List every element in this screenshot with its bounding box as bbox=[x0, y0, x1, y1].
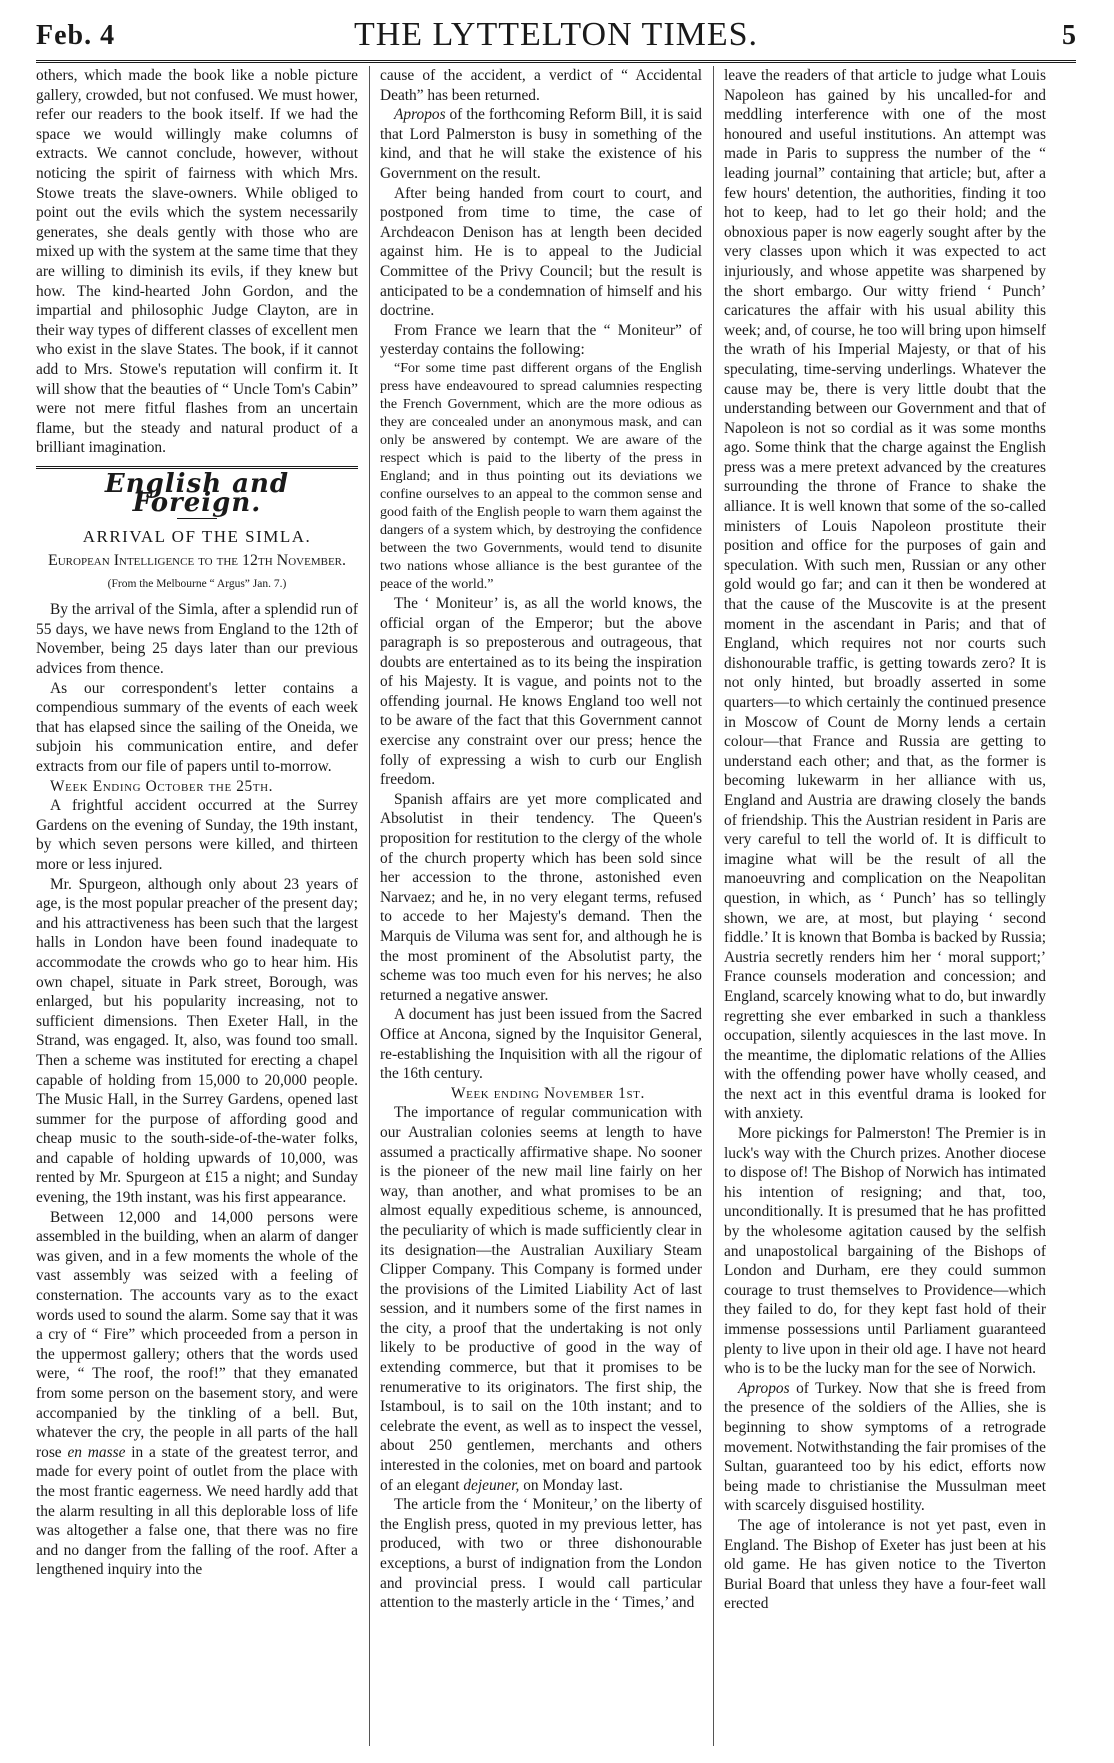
week-heading-october: Week Ending October the 25th. bbox=[50, 777, 274, 795]
paragraph-article: The article from the ‘ Moniteur,’ on the liberty of the English press, quoted in my previous letter, has produced, with two or three dishonourable exceptions, a burst of indignation from the London and provincial press. I would call particular attention to the masterly article in the ‘ Times,’ and bbox=[380, 1496, 702, 1612]
paragraph-arrival: By the arrival of the Simla, after a splendid run of 55 days, we have news from England to the 12th of November, being 25 days later than our previous advices from thence. bbox=[36, 601, 358, 678]
paragraph-ancona: A document has just been issued from the Sacred Office at Ancona, signed by the Inquisitor General, re-establishing the Inquisition with all the rigour of the 16th century. bbox=[380, 1006, 702, 1083]
column-rule bbox=[713, 66, 714, 1746]
paragraph-leave: leave the readers of that article to judge what Louis Napoleon has gained by his uncalled-for and meddling interference with one of the most honoured and useful institutions. An attempt was made in Paris to suppress the number of the “ leading journal” containing that article; but, after a few hours' detention, the authorities, finding it too hot to keep, had to let go their hold; and the obnoxious paper is now eagerly sought after by the very classes upon which it was expected to act injuriously, and whose appetite was sharpened by the short embargo. Our witty friend ‘ Punch’ caricatures the affair with his usual ability this week; and, of course, he too will bring upon himself the wrath of his Imperial Majesty, or that of his speculating, time-serving underlings. Whatever the cause may be, there is very little doubt that the understanding between our Government and that of Napoleon is not so cordial as it was some months ago. Some think that the charge against the English press was a mere pretext advanced by the creatures surrounding the throne of France to shake the alliance. It is well known that some of the so-called ministers of Louis Napoleon prostitute their position and office for the purposes of gain and speculation. With such men, Russian or any other gold would go far; and can it then be wondered at that the cause of the Muscovite is at the present moment in the ascendant in Paris; and that of England, which requires not nor courts such dishonourable traffic, is getting towards zero? It is not only hinted, but broadly asserted in some quarters—to which certainly the continued presence in Moscow of Count de Morny lends a certain colour—that France and Russia are getting to understand each other; and that, as the former is becoming lukewarm in her alliance with us, England and Austria are drawing closely the bands of friendship. This the Austrian resident in Paris are very careful to tell the world of. It is difficult to imagine what will be the result of all the manoeuvring and complication on the Neapolitan question, in which, as ‘ Punch’ has so tellingly shown, we are, at most, but playing ‘ second fiddle.’ It is known that Bomba is backed by Russia; Austria secretly renders him her ‘ moral support;’ France counsels moderation and concession; and England, scarcely knowing what to do, but inwardly regretting she ever embarked in such a thankless occupation, silently acquiesces in the last move. In the meantime, the diplomatic relations of the Allies with the offending power have wholly ceased, and the next act in this eventful drama is looked for with anxiety. bbox=[724, 67, 1046, 1123]
text: of the forthcoming Reform Bill, it is said that Lord Palmerston is busy in something of the kind, and that he will stake the existence of his Government on the result. bbox=[380, 106, 702, 182]
text: Between 12,000 and 14,000 persons were assembled in the building, when an alarm of danger was given, and in a few moments the whole of the vast assembly was seized with a feeling of consternation. The accounts vary as to the exact words used to sound the alarm. Some say that it was a cry of “ Fire” which proceeded from a person in the uppermost gallery; others that the words used were, “ The roof, the roof!” that they emanated from some person on the basement story, and were accompanied by the tinkling of a bell. But, whatever the cry, the people in all parts of the hall rose bbox=[36, 1208, 358, 1461]
title-underline bbox=[177, 518, 217, 519]
paragraph-spurgeon: Mr. Spurgeon, although only about 23 years of age, is the most popular preacher of the present day; and his attractiveness has been such that the largest halls in London have been found inadequate to accommodate the crowds who go to hear him. His own chapel, situate in Park street, Borough, was enlarged, but his popularity increasing, not to sufficient dimensions. Then Exeter Hall, in the Strand, was engaged. It, also, was found too small. Then a scheme was instituted for erecting a chapel capable of holding from 15,000 to 20,000 people. The Music Hall, in the Surrey Gardens, opened last summer for the purpose of affording good and cheap music to the south-side-of-the-water folks, and capable of holding upwards of 10,000, was rented by Mr. Spurgeon at £15 a night; and Sunday evening, the 19th instant, was his first appearance. bbox=[36, 875, 358, 1207]
paragraph-book-review: others, which made the book like a noble picture gallery, crowded, but not confused. We must hower, refer our readers to the book itself. If we had the space we would willingly make columns of extracts. We cannot conclude, however, without noticing the spirit of fairness with which Mrs. Stowe treats the slave-owners. While obliged to point out the evils which the system necessarily generates, she deals gently with those who are mixed up with the system at the same time that they are willing to diminish its evils, if they knew but how. The kind-hearted John Gordon, and the impartial and philosophic Judge Clayton, are in their way types of different classes of excellent men who exist in the slave States. The book, if it cannot add to Mrs. Stowe's reputation will confirm it. It will show that the beauties of “ Uncle Tom's Cabin” were not mere fitful flashes from an uncertain flame, but the steady and natural product of a brilliant imagination. bbox=[36, 67, 358, 457]
page-number: 5 bbox=[1062, 20, 1076, 51]
text: in a state of the greatest terror, and made for every point of outlet from the place with the most frantic eagerness. We need hardly add that the alarm resulting in all this deplorable loss of life was altogether a false one, that there was no fire and no danger from the falling of the roof. After a lengthened inquiry into the bbox=[36, 1443, 358, 1579]
text: of Turkey. Now that she is freed from the presence of the soldiers of the Allies, she is beginning to show symptoms of a retrograde movement. Notwithstanding the fair promises of the Sultan, guaranteed too by his edict, efforts now being made to christianise the Mussulman meet with scarcely disguised hostility. bbox=[724, 1379, 1046, 1515]
paragraph-reform-bill bbox=[380, 105, 702, 183]
italic-phrase: Apropos bbox=[394, 106, 446, 124]
column-1 bbox=[36, 66, 358, 1746]
italic-phrase: dejeuner, bbox=[463, 1476, 520, 1494]
article-source: (From the Melbourne “ Argus” Jan. 7.) bbox=[107, 577, 287, 590]
masthead bbox=[36, 14, 1076, 63]
italic-phrase: en masse bbox=[67, 1443, 126, 1461]
paragraph-pickings: More pickings for Palmerston! The Premier is in luck's way with the Church prizes. Another diocese to dispose of! The Bishop of Norwich has intimated his intention of resigning; and that, too, unconditionally. It is presumed that he has profitted by the wholesome agitation caused by the selfish and unapostolical bargaining of the Bishops of London and Durham, ere they could summon courage to trust themselves to Providence—which they failed to do, for they kept fast hold of their immense possessions until Parliament guaranteed plenty to live upon in their old age. I have not heard who is to be the lucky man for the see of Norwich. bbox=[724, 1125, 1046, 1378]
text: on Monday last. bbox=[523, 1476, 623, 1494]
column-3 bbox=[724, 66, 1046, 1746]
text: The importance of regular communication with our Australian colonies seems at length to have assumed a practically affirmative shape. No sooner is the pioneer of the new mail line fairly on her way, than another, and what promises to be an almost equally expeditious scheme, is announced, the peculiarity of which is made sufficiently clear in its designation—the Australian Auxiliary Steam Clipper Company. This Company is formed under the provisions of the Limited Liability Act of last session, and it numbers some of the first names in the city, a proof that the undertaking is not only likely to be productive of good in the way of extending commerce, but that it promises to be renumerative to its originators. The first ship, the Istamboul, is to sail on the 10th instant; and to celebrate the event, as well as to inspect the vessel, about 250 gentlemen, merchants and others interested in the colonies, met on board and partook of an elegant bbox=[380, 1104, 702, 1494]
article-subheadline: European Intelligence to the 12th November. bbox=[47, 551, 347, 569]
column-2 bbox=[380, 66, 702, 1746]
paragraph-turkey bbox=[724, 1379, 1046, 1516]
newspaper-title: THE LYTTELTON TIMES. bbox=[353, 16, 759, 53]
paragraph-moniteur: The ‘ Moniteur’ is, as all the world knows, the official organ of the Emperor; but the above paragraph is so preposterous and outrageous, that doubts are entertained as to its being the inspiration of his Majesty. It is vague, and points not to the offending journal. He knows England too well not to be aware of the fact that this Government cannot exercise any constraint over our press; hence the folly of expressing a wish to curb our English freedom. bbox=[380, 594, 702, 789]
paragraph-denison: After being handed from court to court, and postponed from time to time, the case of Archdeacon Denison has at length been decided against him. He is to appeal to the Judicial Committee of the Privy Council; but the result is anticipated to be a condemnation of himself and his doctrine. bbox=[380, 184, 702, 320]
italic-phrase: Apropos bbox=[738, 1379, 790, 1397]
paragraph-correspondent: As our correspondent's letter contains a compendious summary of the events of each week that has elapsed since the sailing of the Oneida, we subjoin his communication entire, and defer extracts from our file of papers until to-morrow. bbox=[36, 679, 358, 775]
paragraph-cause: cause of the accident, a verdict of “ Accidental Death” has been returned. bbox=[380, 67, 702, 104]
issue-date: Feb. 4 bbox=[36, 20, 116, 51]
paragraph-between bbox=[36, 1208, 358, 1580]
article-headline: ARRIVAL OF THE SIMLA. bbox=[82, 527, 312, 547]
paragraph-intolerance: The age of intolerance is not yet past, even in England. The Bishop of Exeter has just been at his old game. He has given notice to the Tiverton Burial Board that unless they have a four-feet wall erected bbox=[724, 1516, 1046, 1613]
paragraph-accident: A frightful accident occurred at the Surrey Gardens on the evening of Sunday, the 19th instant, by which seven persons were killed, and thirteen more or less injured. bbox=[36, 797, 358, 873]
week-heading-november: Week ending November 1st. bbox=[451, 1084, 645, 1102]
paragraph-france: From France we learn that the “ Moniteur” of yesterday contains the following: bbox=[380, 321, 702, 359]
quoted-moniteur: “For some time past different organs of the English press have endeavoured to spread calumnies respecting the French Government, which are the more odious as they are concealed under an anonymous mask, and can only be answered by contempt. We are aware of the respect which is paid to the liberty of the press in England; and in thus pointing out its deviations we confine ourselves to an appeal to the common sense and good faith of the English people to warn them against the dangers of a system which, by destroying the confidence between the two Governments, would tend to disunite two nations whose alliance is the best gurantee of the peace of the world.” bbox=[380, 360, 702, 592]
section-title: English and Foreign. bbox=[104, 468, 290, 519]
column-rule bbox=[369, 66, 370, 1746]
paragraph-importance bbox=[380, 1103, 702, 1495]
paragraph-spanish: Spanish affairs are yet more complicated and Absolutist in their tendency. The Queen's proposition for restitution to the clergy of the whole of the church property which has been sold since her accession to the throne, astonished even Narvaez; and he, in no very elegant terms, refused to accede to her Majesty's demand. Then the Marquis de Viluma was sent for, and although he is the most prominent of the Absolutist party, the scheme was too much even for his nerves; he also returned a negative answer. bbox=[380, 790, 702, 1004]
